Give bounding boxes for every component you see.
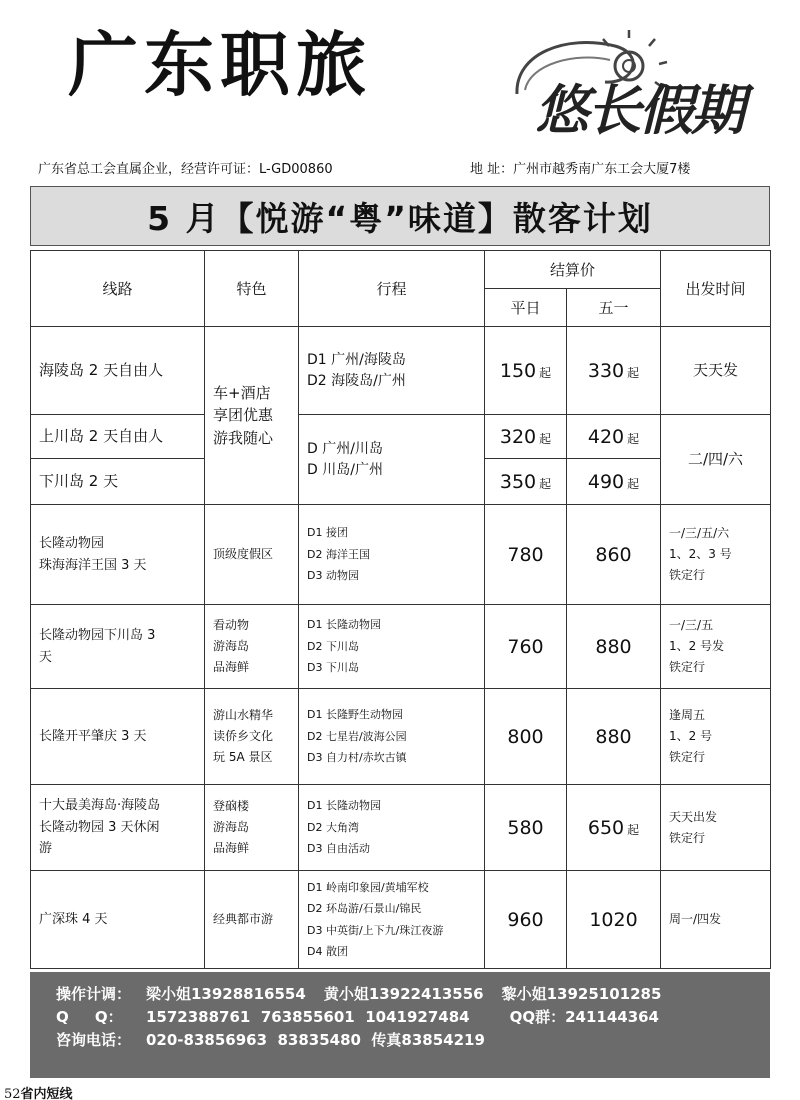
itinerary-cell: D1 长隆动物园 D2 大角湾 D3 自由活动 [299,785,485,871]
header-departure: 出发时间 [661,251,771,327]
route-cell: 上川岛 2 天自由人 [31,415,205,459]
ops-contact-3: 黎小姐13925101285 [501,985,662,1003]
header-route: 线路 [31,251,205,327]
mayday-price: 650 起 [567,785,661,871]
itinerary-cell: D1 接团 D2 海洋王国 D3 动物园 [299,505,485,605]
route-cell: 下川岛 2 天 [31,459,205,505]
logo-text: 悠长假期 [535,78,743,142]
mayday-price: 880 [567,689,661,785]
table-row [31,327,771,415]
route-cell: 海陵岛 2 天自由人 [31,327,205,415]
departure-cell: 天天出发 铁定行 [661,785,771,871]
page-footer [4,1083,73,1100]
table-row [31,871,771,969]
qq-group: QQ群：241144364 [509,1008,659,1026]
table-row [31,605,771,689]
phone-contacts [56,1029,770,1052]
mayday-price: 420 起 [567,415,661,459]
title-banner [30,186,770,246]
departure-cell: 一/三/五 1、2 号发 铁定行 [661,605,771,689]
header-feature: 特色 [205,251,299,327]
departure-cell: 天天发 [661,327,771,415]
itinerary-cell: D1 岭南印象园/黄埔军校 D2 环岛游/石景山/锦民 D3 中英街/上下九/珠江夜游 D4 散团 [299,871,485,969]
header-price: 结算价 [485,251,661,289]
header-itinerary: 行程 [299,251,485,327]
mayday-price: 330 起 [567,327,661,415]
route-cell: 广深珠 4 天 [31,871,205,969]
table-row [31,505,771,605]
shared-itinerary-cell: D 广州/川岛 D 川岛/广州 [299,415,485,505]
route-cell: 长隆动物园 珠海海洋王国 3 天 [31,505,205,605]
weekday-price: 960 [485,871,567,969]
section-name: 省内短线 [20,1087,73,1100]
feature-cell: 经典都市游 [205,871,299,969]
weekday-price: 780 [485,505,567,605]
phone-label: 咨询电话： [56,1031,132,1049]
company-info: 广东省总工会直属企业，经营许可证：L-GD00860 [38,162,333,177]
table-row [31,689,771,785]
weekday-price: 580 [485,785,567,871]
page-title: 5 月【悦游“粤”味道】散客计划 [147,198,653,238]
weekday-price: 150 起 [485,327,567,415]
feature-cell: 顶级度假区 [205,505,299,605]
contact-panel [30,972,770,1078]
feature-cell: 登硇楼 游海岛 品海鲜 [205,785,299,871]
brand-title: 广东职旅 [68,24,372,106]
page-number: 52 [4,1087,21,1100]
header-weekday: 平日 [485,289,567,327]
weekday-price: 320 起 [485,415,567,459]
itinerary-cell: D1 广州/海陵岛 D2 海陵岛/广州 [299,327,485,415]
route-cell: 长隆开平肇庆 3 天 [31,689,205,785]
mayday-price: 880 [567,605,661,689]
departure-cell: 逢周五 1、2 号 铁定行 [661,689,771,785]
ops-contact-2: 黄小姐13922413556 [323,985,484,1003]
itinerary-cell: D1 长隆动物园 D2 下川岛 D3 下川岛 [299,605,485,689]
departure-cell: 一/三/五/六 1、2、3 号 铁定行 [661,505,771,605]
route-cell: 十大最美海岛·海陵岛 长隆动物园 3 天休闲 游 [31,785,205,871]
qq-label: Q Q： [56,1008,123,1026]
ops-contacts [56,983,770,1006]
departure-cell: 周一/四发 [661,871,771,969]
feature-cell: 游山水精华 读侨乡文化 玩 5A 景区 [205,689,299,785]
ops-contact-1: 梁小姐13928816554 [146,985,306,1003]
mayday-price: 490 起 [567,459,661,505]
shared-departure-cell: 二/四/六 [661,415,771,505]
shared-feature-cell: 车+酒店 享团优惠 游我随心 [205,327,299,505]
address: 地 址：广州市越秀南广东工会大厦7楼 [470,162,691,177]
header-mayday: 五一 [567,289,661,327]
mayday-price: 1020 [567,871,661,969]
feature-cell: 看动物 游海岛 品海鲜 [205,605,299,689]
tour-plans-table [30,250,771,969]
weekday-price: 760 [485,605,567,689]
weekday-price: 350 起 [485,459,567,505]
itinerary-cell: D1 长隆野生动物园 D2 七星岩/波海公园 D3 自力村/赤坎古镇 [299,689,485,785]
mayday-price: 860 [567,505,661,605]
route-cell: 长隆动物园下川岛 3 天 [31,605,205,689]
qq-contacts [56,1006,770,1029]
ops-label: 操作计调： [56,985,132,1003]
weekday-price: 800 [485,689,567,785]
table-row [31,415,771,459]
phone-numbers: 020-83856963 83835480 传真83854219 [146,1031,485,1049]
logo [505,24,775,144]
qq-numbers: 1572388761 763855601 1041927484 [146,1008,470,1026]
table-row [31,785,771,871]
